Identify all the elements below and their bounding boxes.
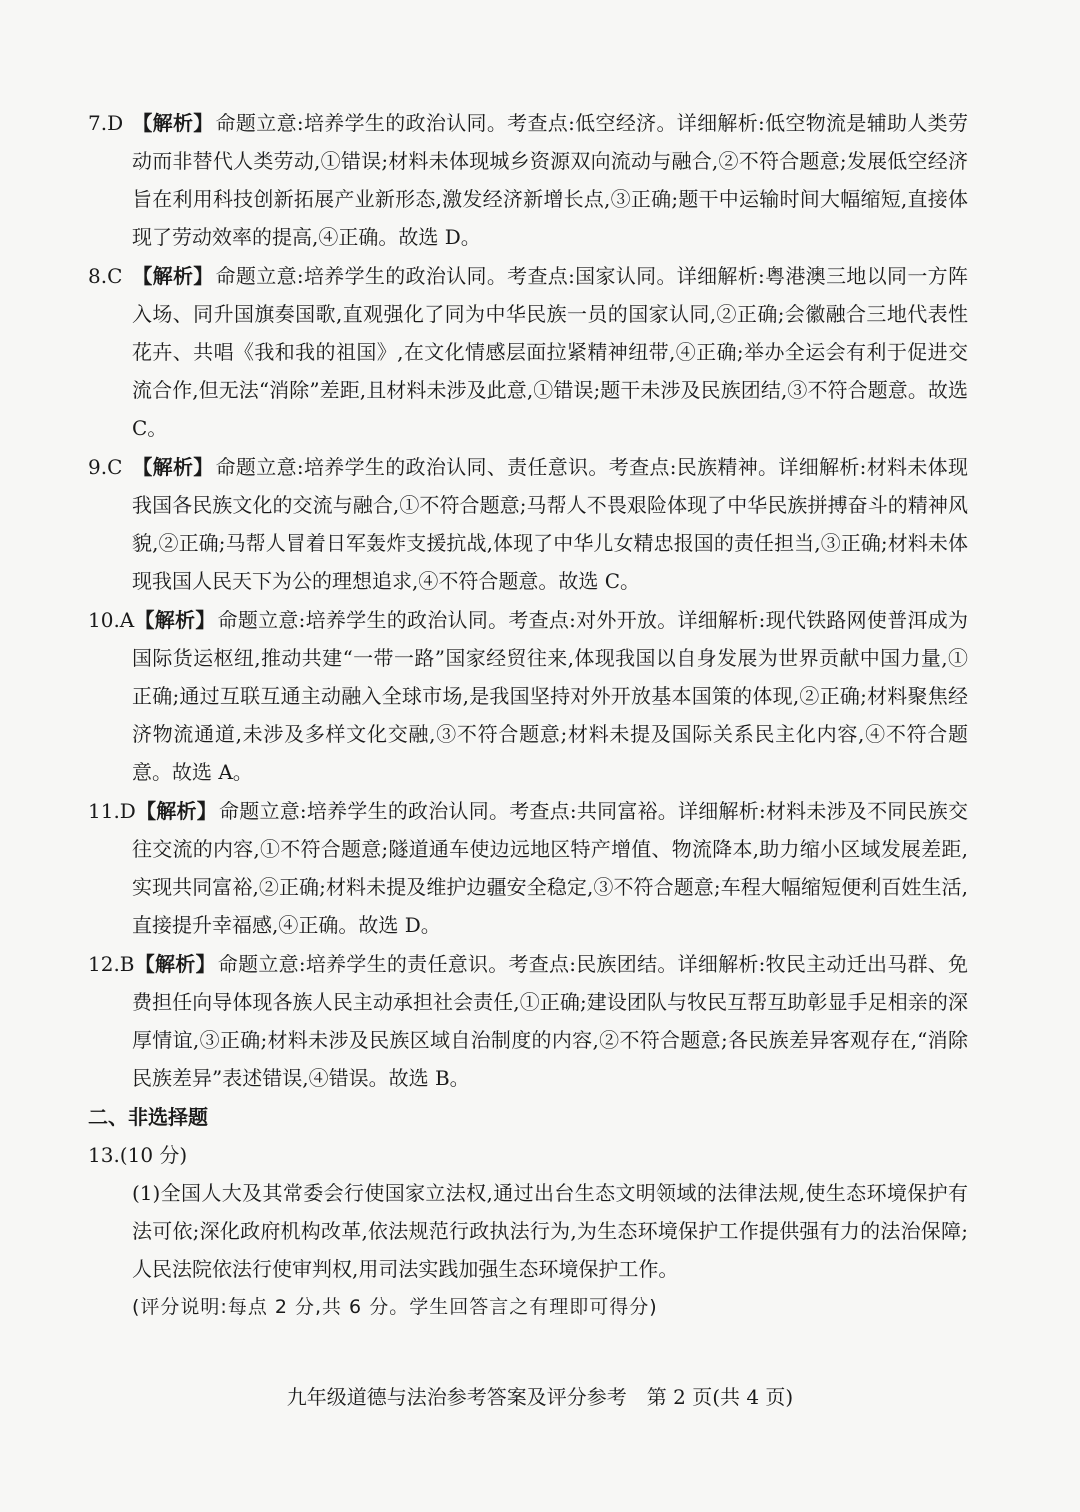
section-title: 二、非选择题 [88, 1105, 208, 1129]
item-number: 7.D [88, 111, 124, 135]
item-number: 9.C [88, 455, 123, 479]
analysis-tag: 【解析】 [134, 608, 216, 632]
item-text: 命题立意:培养学生的政治认同、责任意识。考查点:民族精神。详细解析:材料未体现我国各民族文化的交流与融合,①不符合题意;马帮人不畏艰险体现了中华民族拼搏奋斗的精神风貌,②正确;马帮人冒着日军轰炸支援抗战,体现了中华儿女精忠报国的责任担当,③正确;材料未体现我国人民天下为公的理想追求,④不符合题意。故选 C。 [132, 455, 969, 593]
item-text: 命题立意:培养学生的政治认同。考查点:共同富裕。详细解析:材料未涉及不同民族交往交流的内容,①不符合题意;隧道通车使边远地区特产增值、物流降本,助力缩小区域发展差距,实现共同富裕,②正确;材料未提及维护边疆安全稳定,③不符合题意;车程大幅缩短便利百姓生活,直接提升幸福感,④正确。故选 D。 [132, 799, 968, 937]
answer-item-8 [88, 257, 968, 447]
answer-item-7 [88, 104, 968, 256]
analysis-tag: 【解析】 [132, 455, 214, 479]
answer-item-10 [88, 601, 968, 791]
analysis-tag: 【解析】 [132, 264, 214, 288]
item-text: 命题立意:培养学生的政治认同。考查点:国家认同。详细解析:粤港澳三地以同一方阵入场、同升国旗奏国歌,直观强化了同为中华民族一员的国家认同,②正确;会徽融合三地代表性花卉、共唱《我和我的祖国》,在文化情感层面拉紧精神纽带,④正确;举办全运会有利于促进交流合作,但无法“消除”差距,且材料未涉及此意,①错误;题干未涉及民族团结,③不符合题意。故选 C。 [132, 264, 969, 440]
question-13-answer: (1)全国人大及其常委会行使国家立法权,通过出台生态文明领域的法律法规,使生态环境保护有法可依;深化政府机构改革,依法规范行政执法行为,为生态环境保护工作提供强有力的法治保障;人民法院依法行使审判权,用司法实践加强生态环境保护工作。 [132, 1181, 968, 1281]
analysis-tag: 【解析】 [132, 111, 214, 135]
answer-item-12 [88, 945, 968, 1097]
item-number: 10.A [88, 608, 135, 632]
analysis-tag: 【解析】 [134, 952, 216, 976]
item-text: 命题立意:培养学生的政治认同。考查点:低空经济。详细解析:低空物流是辅助人类劳动而非替代人类劳动,①错误;材料未体现城乡资源双向流动与融合,②不符合题意;发展低空经济旨在利用科技创新拓展产业新形态,激发经济新增长点,③正确;题干中运输时间大幅缩短,直接体现了劳动效率的提高,④正确。故选 D。 [132, 111, 969, 249]
scoring-note: (评分说明:每点 2 分,共 6 分。学生回答言之有理即可得分) [132, 1296, 658, 1318]
item-number: 8.C [88, 264, 123, 288]
answer-item-9 [88, 448, 968, 600]
analysis-tag: 【解析】 [135, 799, 217, 823]
page-footer: 九年级道德与法治参考答案及评分参考 第 2 页(共 4 页) [286, 1385, 794, 1409]
answer-item-11 [88, 792, 968, 944]
item-text: 命题立意:培养学生的政治认同。考查点:对外开放。详细解析:现代铁路网使普洱成为国际货运枢纽,推动共建“一带一路”国家经贸往来,体现我国以自身发展为世界贡献中国力量,①正确;通过互联互通主动融入全球市场,是我国坚持对外开放基本国策的体现,②正确;材料聚焦经济物流通道,未涉及多样文化交融,③不符合题意;材料未提及国际关系民主化内容,④不符合题意。故选 A。 [132, 608, 968, 784]
question-13-heading: 13.(10 分) [88, 1143, 188, 1167]
item-number: 11.D [88, 799, 136, 823]
page-content [88, 104, 968, 1326]
item-number: 12.B [88, 952, 135, 976]
item-text: 命题立意:培养学生的责任意识。考查点:民族团结。详细解析:牧民主动迁出马群、免费担任向导体现各族人民主动承担社会责任,①正确;建设团队与牧民互帮互助彰显手足相亲的深厚情谊,③正确;材料未涉及民族区域自治制度的内容,②不符合题意;各民族差异客观存在,“消除民族差异”表述错误,④错误。故选 B。 [132, 952, 968, 1090]
